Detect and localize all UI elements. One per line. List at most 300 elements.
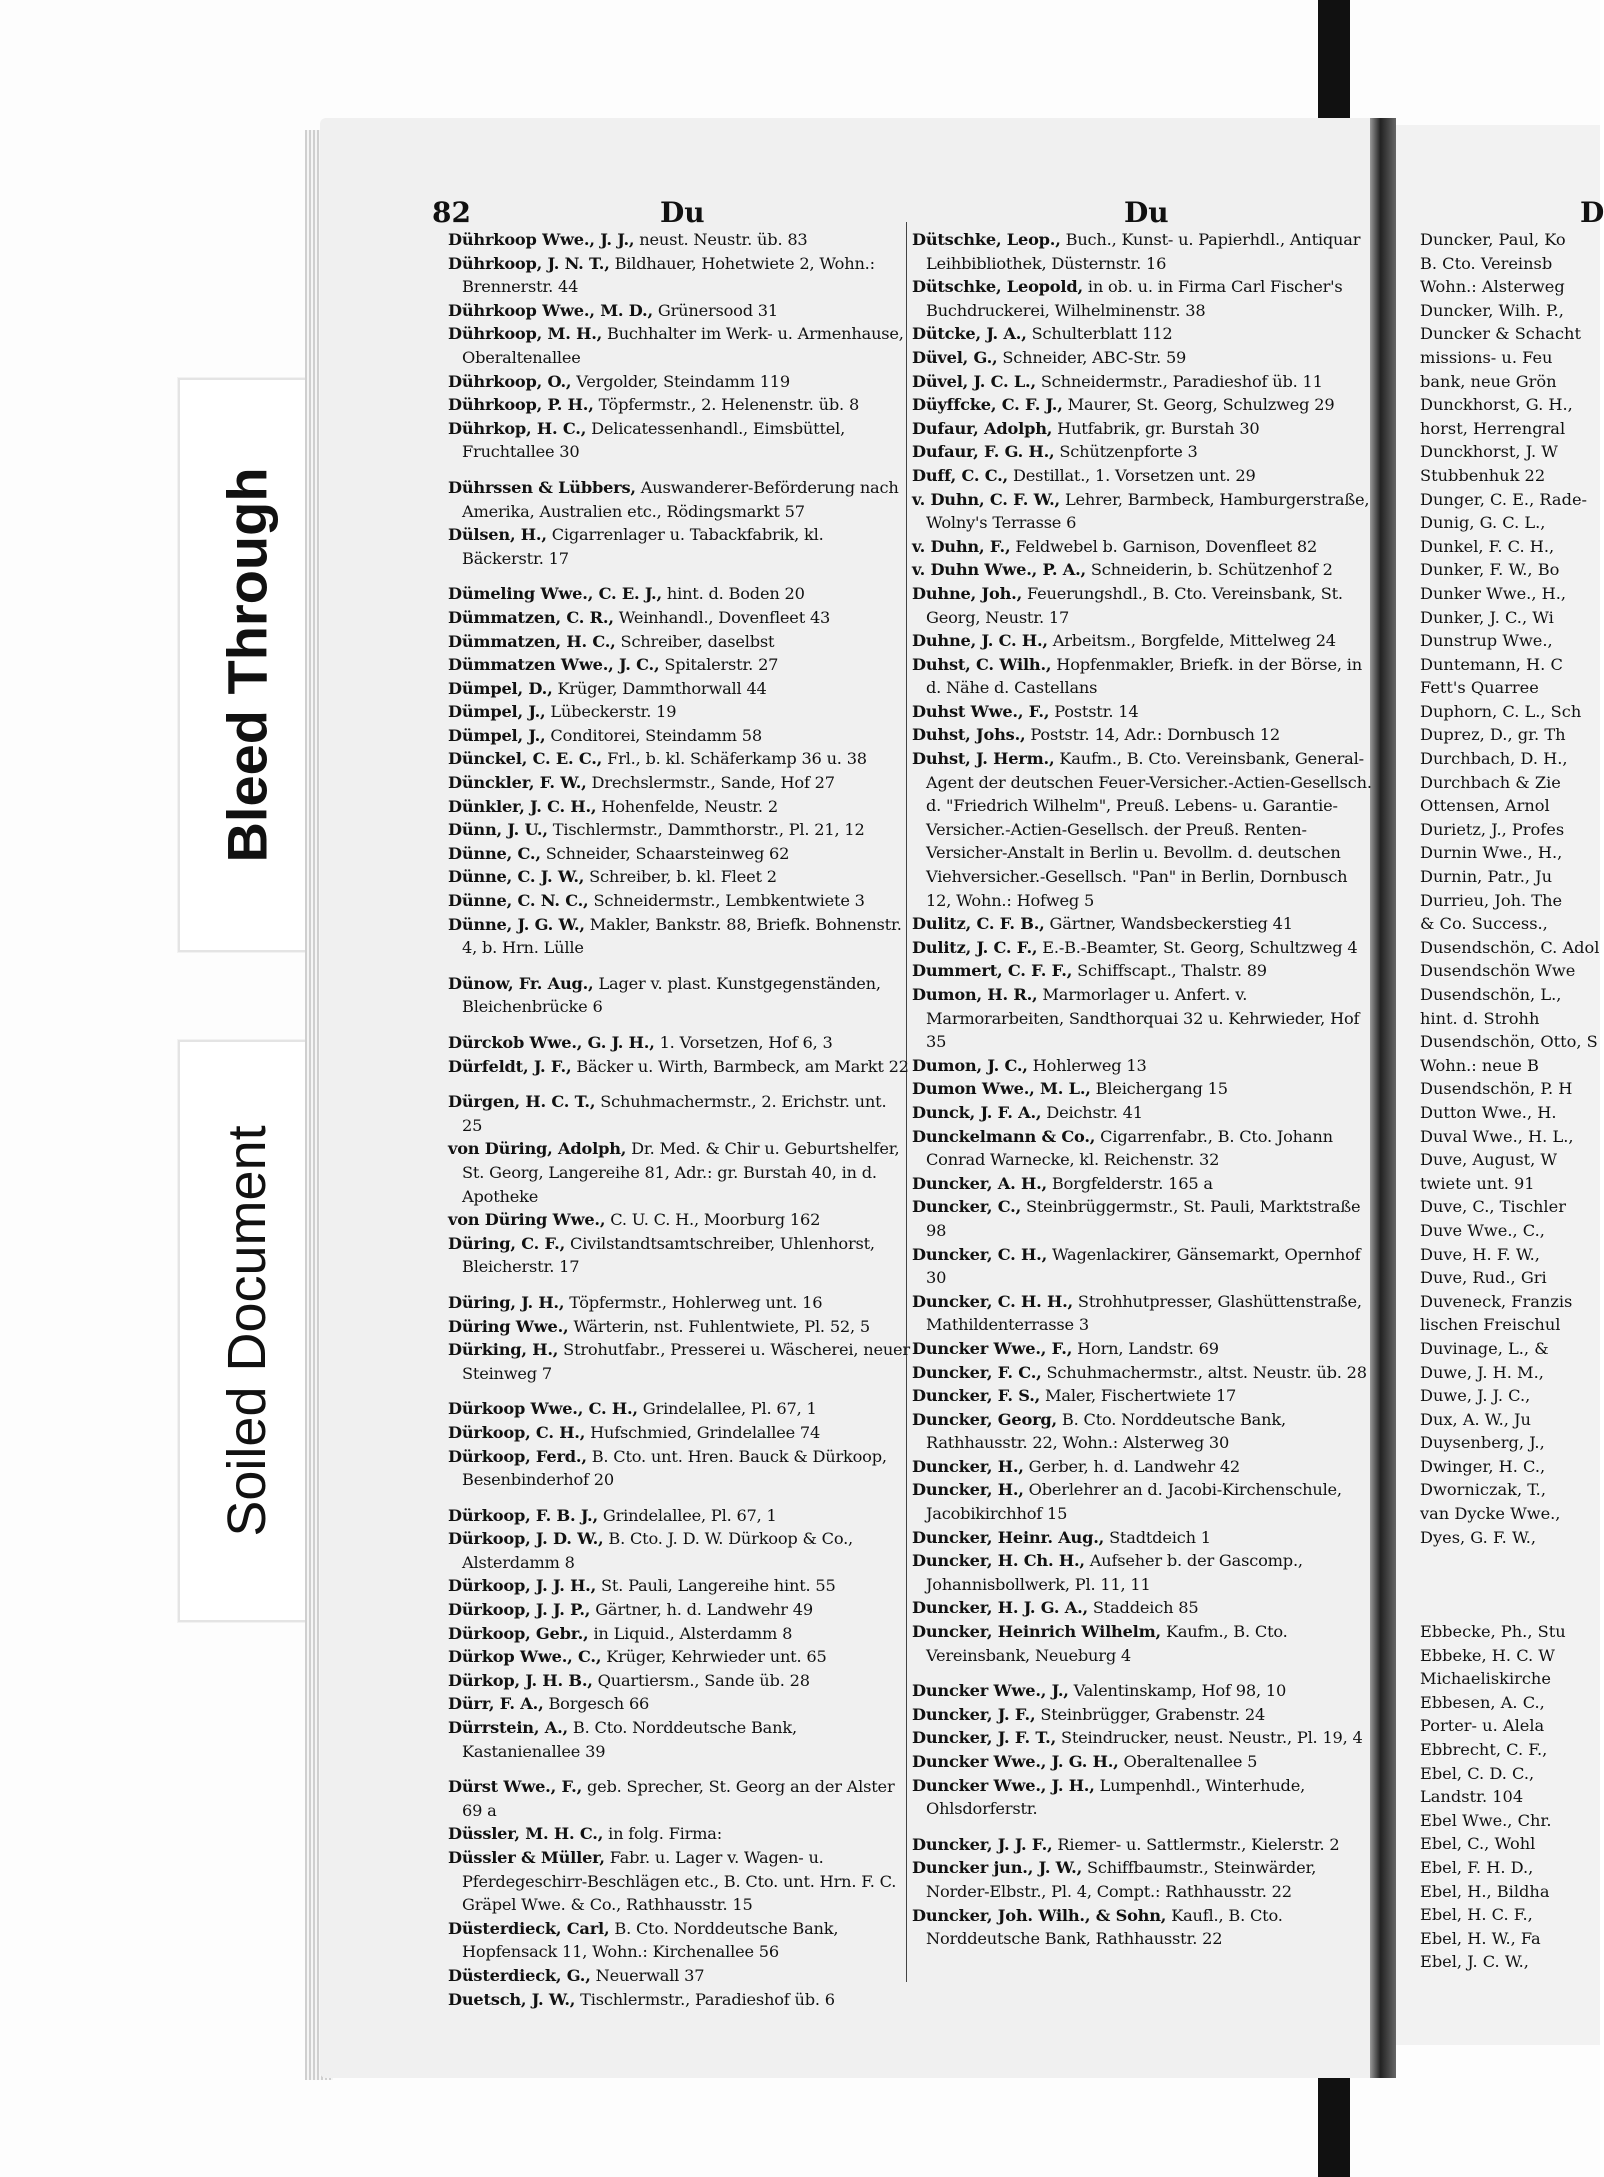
entry-details: Marmorlager u. Anfert. v. Marmorarbeiten, Sandthorquai 32 u. Kehrwieder, Hof 35 (926, 985, 1360, 1052)
entry-name: Duncker Wwe., F., (912, 1338, 1073, 1358)
directory-entry (448, 1338, 910, 1385)
next-page-fragment: Dusendschön, P. H (1420, 1079, 1573, 1099)
directory-entry (448, 1964, 910, 1988)
entry-name: Dumon, J. C., (912, 1055, 1028, 1075)
entry-details: Wärterin, nst. Fuhlentwiete, Pl. 52, 5 (568, 1316, 871, 1336)
entry-details: C. U. C. H., Moorburg 162 (605, 1210, 821, 1230)
directory-entry (912, 370, 1372, 394)
entry-details: B. Cto. J. D. W. Dürkoop & Co., Alsterdamm 8 (462, 1529, 853, 1572)
entry-details: Gärtner, h. d. Landwehr 49 (590, 1600, 813, 1620)
next-page-fragment: Dunckhorst, J. W (1420, 442, 1558, 462)
entry-name: Duncker, C., (912, 1197, 1022, 1217)
header-left: Du (660, 196, 705, 229)
directory-entry (448, 1421, 910, 1445)
entry-details: Cigarrenlager u. Tabackfabrik, kl. Bäckerstr. 17 (462, 525, 824, 568)
entry-details: Krüger, Dammthorwall 44 (552, 678, 767, 698)
directory-entry (448, 1846, 910, 1917)
directory-entry (912, 535, 1372, 559)
entry-name: Dütschke, Leop., (912, 230, 1061, 249)
entry-details: Steindrucker, neust. Neustr., Pl. 19, 4 (1056, 1728, 1363, 1748)
entry-name: Dufaur, F. G. H., (912, 442, 1055, 462)
directory-entry (448, 1055, 910, 1079)
next-page-fragment: Porter- u. Alela (1420, 1716, 1545, 1736)
entry-name: Dührkop, H. C., (448, 418, 587, 438)
directory-entry (448, 653, 910, 677)
entry-details: Töpfermstr., Hohlerweg unt. 16 (564, 1292, 823, 1312)
entry-name: Dührkoop, O., (448, 371, 572, 391)
entry-details: Poststr. 14 (1049, 701, 1139, 721)
next-page-fragment: Duncker, Wilh. P., (1420, 300, 1564, 320)
directory-entry (912, 1054, 1372, 1078)
entry-details: B. Cto. Norddeutsche Bank, Hopfensack 11, Wohn.: Kirchenallee 56 (462, 1918, 839, 1962)
entry-name: Dulitz, C. F. B., (912, 914, 1045, 934)
next-page-fragment: Duncker & Schacht (1420, 324, 1581, 344)
entry-name: v. Duhn, C. F. W., (912, 489, 1060, 509)
directory-entry (448, 771, 910, 795)
entry-name: Dünkler, J. C. H., (448, 796, 597, 816)
directory-entry (448, 476, 910, 523)
directory-entry (448, 818, 910, 842)
entry-details: Maler, Fischertwiete 17 (1040, 1386, 1237, 1406)
entry-name: Dümmatzen, C. R., (448, 607, 614, 627)
entry-gap (912, 1821, 1372, 1833)
entry-name: Dürckob Wwe., G. J. H., (448, 1033, 655, 1052)
entry-gap (448, 1078, 910, 1090)
next-page-fragment: Duve, August, W (1420, 1150, 1558, 1170)
bleed-through-label: Bleed Through (215, 467, 279, 863)
directory-entry (912, 275, 1372, 322)
next-page-fragment: missions- u. Feu (1420, 347, 1553, 367)
entry-details: Strohutfabr., Presserei u. Wäscherei, neuer Steinweg 7 (462, 1340, 910, 1383)
directory-entry (448, 1775, 910, 1822)
entry-details: in ob. u. in Firma Carl Fischer's Buchdruckerei, Wilhelminenstr. 38 (926, 277, 1343, 320)
entry-details: Schneider, ABC-Str. 59 (997, 347, 1187, 367)
directory-entry (448, 1090, 910, 1137)
entry-details: Lager v. plast. Kunstgegenständen, Bleichenbrücke 6 (462, 973, 881, 1017)
next-page-fragment: Dyes, G. F. W., (1420, 1527, 1537, 1547)
entry-name: Düssler, M. H. C., (448, 1824, 604, 1844)
entry-name: Duncker, C. H. H., (912, 1291, 1073, 1311)
entry-details: Hufschmied, Grindelallee 74 (585, 1422, 821, 1442)
directory-entry (912, 1856, 1372, 1903)
next-page-fragment: Ebel, H., Bildha (1420, 1881, 1550, 1901)
entry-details: Neuerwall 37 (590, 1965, 705, 1985)
soiled-document-label: Soiled Document (217, 1125, 277, 1537)
entry-details: in Liquid., Alsterdamm 8 (588, 1623, 793, 1643)
entry-name: Duncker, H. J. G. A., (912, 1598, 1088, 1618)
entry-name: Duhne, J. C. H., (912, 631, 1048, 651)
entry-details: Drechslermstr., Sande, Hof 27 (586, 773, 835, 793)
entry-details: Steinbrüggermstr., St. Pauli, Marktstraße 98 (926, 1197, 1361, 1240)
next-page-fragment: Landstr. 104 (1420, 1787, 1524, 1807)
directory-entry (912, 1243, 1372, 1290)
next-page-fragment: Durchbach, D. H., (1420, 749, 1568, 769)
next-page-fragment: Ebel, C., Wohl (1420, 1834, 1536, 1854)
entry-name: v. Duhn, F., (912, 536, 1011, 556)
next-page-fragment: Duntemann, H. C (1420, 654, 1563, 674)
entry-gap (448, 1279, 910, 1291)
directory-entry (448, 582, 910, 606)
entry-name: Düring, C. F., (448, 1233, 566, 1253)
entry-details: Stadtdeich 1 (1104, 1527, 1211, 1547)
entry-details: Borgfelderstr. 165 a (1046, 1173, 1213, 1193)
directory-entry (448, 700, 910, 724)
entry-name: Dümmatzen Wwe., J. C., (448, 655, 660, 675)
entry-details: Lumpenhdl., Winterhude, Ohlsdorferstr. (926, 1775, 1306, 1819)
directory-entry (912, 1384, 1372, 1408)
next-page-fragment: Duve, H. F. W., (1420, 1244, 1540, 1264)
entry-details: Makler, Bankstr. 88, Briefk. Bohnenstr. 4, b. Hrn. Lülle (462, 914, 902, 958)
next-page-fragment: Dwinger, H. C., (1420, 1456, 1546, 1476)
entry-details: Bleichergang 15 (1090, 1079, 1228, 1099)
directory-entry (912, 1290, 1372, 1337)
next-page-fragment: Ebel, F. H. D., (1420, 1857, 1534, 1877)
directory-entry (912, 629, 1372, 653)
entry-gap (448, 1492, 910, 1504)
directory-entry (448, 842, 910, 866)
next-page-fragment: Ebbrecht, C. F., (1420, 1740, 1548, 1759)
entry-name: Dürkoop Wwe., C. H., (448, 1399, 638, 1419)
entry-gap (448, 464, 910, 476)
directory-entry (448, 972, 910, 1019)
left-column (448, 228, 910, 2011)
directory-entry (912, 346, 1372, 370)
next-page-fragment (1420, 1549, 1600, 1573)
next-page-fragment: lischen Freischul (1420, 1315, 1561, 1335)
directory-entry (912, 1361, 1372, 1385)
entry-details: Hohenfelde, Neustr. 2 (596, 796, 778, 816)
entry-name: Dütschke, Leopold, (912, 277, 1083, 297)
directory-entry (448, 1315, 910, 1339)
directory-entry (912, 1478, 1372, 1525)
directory-entry (448, 393, 910, 417)
next-page-fragment: Duve, Rud., Gri (1420, 1268, 1547, 1288)
next-page-fragment: Dutton Wwe., H. (1420, 1102, 1557, 1122)
entry-details: Borgesch 66 (543, 1694, 650, 1714)
entry-name: Dürkoop, J. D. W., (448, 1529, 604, 1549)
entry-name: Dünne, C. N. C., (448, 891, 589, 911)
entry-details: Bildhauer, Hohetwiete 2, Wohn.: Brennerstr. 44 (462, 253, 875, 297)
directory-entry (912, 1620, 1372, 1667)
next-page-fragment: Ebbecke, Ph., Stu (1420, 1622, 1566, 1642)
directory-entry (912, 912, 1372, 936)
entry-name: v. Duhn Wwe., P. A., (912, 560, 1086, 580)
entry-gap (448, 570, 910, 582)
directory-entry (912, 1549, 1372, 1596)
entry-details: geb. Sprecher, St. Georg an der Alster 69 a (462, 1777, 895, 1820)
directory-entry (448, 1527, 910, 1574)
next-page-fragment: Dunker Wwe., H., (1420, 583, 1567, 603)
next-page-fragment: Ebel Wwe., Chr. (1420, 1810, 1552, 1830)
entry-name: Dünckler, F. W., (448, 773, 587, 793)
entry-name: Dürkoop, Gebr., (448, 1623, 589, 1643)
directory-entry (448, 523, 910, 570)
next-page-fragment: Dusendschön, C. Adol (1420, 937, 1600, 957)
entry-name: Dünne, C. J. W., (448, 867, 585, 887)
entry-name: Duncker, Heinrich Wilhelm, (912, 1622, 1161, 1642)
scanner-bar-top (1318, 0, 1350, 120)
entry-name: Dümmatzen, H. C., (448, 631, 616, 651)
entry-details: Schiffbaumstr., Steinwärder, Norder-Elbstr., Pl. 4, Compt.: Rathhausstr. 22 (926, 1858, 1317, 1901)
entry-details: neust. Neustr. üb. 83 (634, 230, 808, 249)
next-page-fragment: Duve Wwe., C., (1420, 1220, 1545, 1240)
next-page-fragment: Ebbeke, H. C. W (1420, 1645, 1555, 1665)
directory-entry (448, 1031, 910, 1055)
bleed-through-tag (178, 378, 316, 952)
entry-name: Dünne, C., (448, 843, 541, 863)
entry-details: Auswanderer-Beförderung nach Amerika, Australien etc., Rödingsmarkt 57 (462, 477, 899, 521)
directory-entry (448, 606, 910, 630)
next-page-fragment: bank, neue Grön (1420, 371, 1557, 391)
directory-entry (448, 1598, 910, 1622)
directory-entry (912, 417, 1372, 441)
entry-name: Dührkoop Wwe., M. D., (448, 300, 653, 320)
directory-entry (448, 1397, 910, 1421)
entry-details: Frl., b. kl. Schäferkamp 36 u. 38 (602, 749, 867, 769)
entry-name: Duncker, A. H., (912, 1173, 1047, 1193)
right-column (912, 228, 1372, 1951)
entry-details: Tischlermstr., Dammthorstr., Pl. 21, 12 (547, 820, 865, 840)
directory-entry (448, 913, 910, 960)
entry-details: Feldwebel b. Garnison, Dovenfleet 82 (1010, 536, 1318, 556)
next-page-fragment: Dunker, J. C., Wi (1420, 607, 1554, 627)
directory-entry (912, 1679, 1372, 1703)
entry-name: Duncker Wwe., J. H., (912, 1775, 1095, 1795)
entry-gap (448, 1385, 910, 1397)
next-page-fragment: Ebel, J. C. W., (1420, 1952, 1529, 1972)
next-page-fragment (1420, 1596, 1600, 1620)
directory-entry (912, 983, 1372, 1054)
entry-details: Krüger, Kehrwieder unt. 65 (601, 1647, 827, 1667)
entry-details: Schneiderin, b. Schützenhof 2 (1085, 560, 1333, 580)
entry-name: Duetsch, J. W., (448, 1989, 576, 2009)
directory-entry (448, 228, 910, 252)
directory-entry (448, 1574, 910, 1598)
next-page-fragment: Dunkel, F. C. H., (1420, 536, 1555, 556)
entry-name: Duncker Wwe., J., (912, 1681, 1069, 1701)
page-number: 82 (432, 196, 471, 229)
entry-name: Düsterdieck, Carl, (448, 1918, 610, 1938)
directory-entry (912, 1904, 1372, 1951)
directory-entry (448, 417, 910, 464)
entry-details: Schneidermstr., Paradieshof üb. 11 (1035, 371, 1323, 391)
entry-name: Dürkop, J. H. B., (448, 1670, 593, 1690)
next-page-fragment: horst, Herrengral (1420, 418, 1566, 438)
entry-details: Töpfermstr., 2. Helenenstr. üb. 8 (593, 395, 860, 415)
directory-entry (448, 1504, 910, 1528)
entry-details: Vergolder, Steindamm 119 (571, 371, 791, 391)
entry-name: Duncker jun., J. W., (912, 1858, 1083, 1878)
entry-gap (448, 1019, 910, 1031)
entry-name: Duhst, C. Wilh., (912, 654, 1052, 674)
entry-name: Dührssen & Lübbers, (448, 477, 636, 497)
entry-details: Grindelallee, Pl. 67, 1 (597, 1505, 777, 1525)
next-page-fragment: Durnin Wwe., H., (1420, 843, 1563, 863)
directory-entry (448, 1445, 910, 1492)
next-page-fragment: Ebel, H. C. F., (1420, 1905, 1533, 1925)
next-page-fragment: Duwe, J. H. M., (1420, 1362, 1544, 1382)
entry-name: Duff, C. C., (912, 465, 1008, 485)
entry-name: Dürrstein, A., (448, 1718, 568, 1738)
next-page-fragment: Wohn.: Alsterweg (1420, 277, 1565, 297)
directory-entry (912, 440, 1372, 464)
next-page-fragment: Duve, C., Tischler (1420, 1197, 1566, 1217)
entry-details: Schuhmachermstr., 2. Erichstr. unt. 25 (462, 1092, 887, 1135)
entry-name: Dürr, F. A., (448, 1694, 544, 1714)
next-page-fragment: hint. d. Strohh (1420, 1008, 1540, 1028)
directory-entry (448, 724, 910, 748)
directory-entry (448, 1645, 910, 1669)
next-page-fragment: Stubbenhuk 22 (1420, 465, 1546, 485)
entry-name: Dümpel, J., (448, 702, 546, 722)
next-page-fragment: Dunker, F. W., Bo (1420, 560, 1560, 580)
entry-details: Weinhandl., Dovenfleet 43 (613, 607, 831, 627)
entry-details: B. Cto. unt. Hren. Bauck & Dürkoop, Besenbinderhof 20 (462, 1446, 887, 1490)
entry-name: Duhst, Johs., (912, 725, 1026, 745)
entry-details: Schulterblatt 112 (1026, 324, 1173, 344)
entry-details: Riemer- u. Sattlermstr., Kielerstr. 2 (1052, 1834, 1340, 1854)
directory-entry (448, 1669, 910, 1693)
entry-details: Kaufm., B. Cto. Vereinsbank, General-Agent der deutschen Feuer-Versicher.-Actien-Gesellsch. d. "Friedrich Wilhelm", Preuß. Lebens- u. Garantie-Versicher.-Actien-Gesellsch. der Preuß. Renten-Versicher-Anstalt in Berlin u. Bevollm. d. deutschen Viehversicher.-Gesellsch. "Pan" in Berlin, Dornbusch 12, Wohn.: Hofweg 5 (926, 749, 1372, 910)
entry-name: Duncker, F. S., (912, 1386, 1041, 1406)
next-page-fragment: Durnin, Patr., Ju (1420, 867, 1553, 887)
directory-entry (448, 370, 910, 394)
entry-name: Duncker, H., (912, 1456, 1024, 1476)
entry-details: Hopfenmakler, Briefk. in der Börse, in d. Nähe d. Castellans (926, 654, 1362, 698)
entry-name: Dürkop Wwe., C., (448, 1647, 602, 1667)
entry-details: Staddeich 85 (1087, 1598, 1199, 1618)
entry-details: Maurer, St. Georg, Schulzweg 29 (1062, 395, 1335, 415)
directory-entry (912, 582, 1372, 629)
directory-entry (912, 1726, 1372, 1750)
entry-details: Horn, Landstr. 69 (1072, 1338, 1219, 1358)
entry-name: Dumon, H. R., (912, 985, 1038, 1004)
header-next-page: D (1580, 196, 1604, 229)
entry-details: Wagenlackirer, Gänsemarkt, Opernhof 30 (926, 1244, 1361, 1288)
entry-name: Dürkoop, F. B. J., (448, 1505, 598, 1525)
next-page-fragment: Wohn.: neue B (1420, 1055, 1539, 1075)
directory-entry (912, 228, 1372, 275)
directory-entry (448, 865, 910, 889)
directory-entry (912, 322, 1372, 346)
next-page-fragment: Duveneck, Franzis (1420, 1291, 1573, 1311)
entry-name: Düring, J. H., (448, 1292, 565, 1312)
next-page-fragment: Duvinage, L., & (1420, 1338, 1549, 1358)
next-page-fragment: Duwe, J. J. C., (1420, 1386, 1531, 1406)
entry-details: Schiffscapt., Thalstr. 89 (1072, 961, 1267, 981)
entry-name: von Düring Wwe., (448, 1210, 606, 1230)
next-page-fragment: Durrieu, Joh. The (1420, 890, 1563, 910)
entry-details: Buch., Kunst- u. Papierhdl., Antiquar Leihbibliothek, Düsternstr. 16 (926, 230, 1361, 273)
entry-details: Destillat., 1. Vorsetzen unt. 29 (1008, 465, 1256, 485)
directory-entry (912, 1596, 1372, 1620)
entry-details: St. Pauli, Langereihe hint. 55 (596, 1576, 836, 1596)
entry-name: Dürkoop, J. J. H., (448, 1576, 597, 1596)
next-page-fragment: twiete unt. 91 (1420, 1173, 1535, 1193)
entry-name: Dünow, Fr. Aug., (448, 973, 594, 993)
entry-name: Dürkoop, Ferd., (448, 1446, 587, 1466)
directory-entry (912, 1833, 1372, 1857)
entry-details: Conditorei, Steindamm 58 (545, 725, 762, 745)
entry-name: Duncker, H., (912, 1480, 1024, 1500)
directory-entry (448, 630, 910, 654)
entry-details: Grünersood 31 (652, 300, 779, 320)
entry-name: Dunck, J. F. A., (912, 1102, 1042, 1122)
directory-entry (912, 936, 1372, 960)
directory-entry (448, 677, 910, 701)
entry-details: Schreiber, daselbst (615, 631, 775, 651)
directory-entry (912, 653, 1372, 700)
next-page-fragment: B. Cto. Vereinsb (1420, 253, 1553, 273)
entry-details: Quartiersm., Sande üb. 28 (592, 1670, 810, 1690)
directory-entry (448, 795, 910, 819)
directory-entry (448, 1692, 910, 1716)
next-page-fragment: Dworniczak, T., (1420, 1480, 1546, 1500)
entry-details: Lehrer, Barmbeck, Hamburgerstraße, Wolny's Terrasse 6 (926, 489, 1370, 533)
entry-name: Dufaur, Adolph, (912, 418, 1053, 438)
directory-entry (912, 488, 1372, 535)
entry-details: B. Cto. Norddeutsche Bank, Rathhausstr. 22, Wohn.: Alsterweg 30 (926, 1409, 1286, 1453)
entry-details: Cigarrenfabr., B. Cto. Johann Conrad Warnecke, kl. Reichenstr. 32 (926, 1126, 1333, 1170)
next-page-fragment: Dux, A. W., Ju (1420, 1409, 1531, 1429)
entry-name: Dümeling Wwe., C. E. J., (448, 584, 662, 604)
entry-name: Düring Wwe., (448, 1316, 569, 1336)
entry-details: Delicatessenhandl., Eimsbüttel, Fruchtallee 30 (462, 418, 846, 462)
next-page-fragment: van Dycke Wwe., (1420, 1504, 1561, 1524)
next-page-fragment: Duval Wwe., H. L., (1420, 1126, 1574, 1146)
next-page-fragment: Duysenberg, J., (1420, 1433, 1545, 1453)
entry-details: Hutfabrik, gr. Burstah 30 (1052, 418, 1260, 438)
directory-entry (912, 1337, 1372, 1361)
entry-details: Spitalerstr. 27 (659, 655, 779, 675)
next-page-fragment: Dunckhorst, G. H., (1420, 395, 1573, 415)
entry-name: Duncker, F. C., (912, 1362, 1042, 1382)
next-page-fragment: Dunig, G. C. L., (1420, 513, 1546, 533)
directory-entry (448, 1988, 910, 2012)
entry-name: Dürfeldt, J. F., (448, 1056, 572, 1076)
directory-entry (448, 299, 910, 323)
entry-name: Duncker, Georg, (912, 1409, 1057, 1429)
entry-details: Gärtner, Wandsbeckerstieg 41 (1044, 914, 1293, 934)
entry-gap (448, 1763, 910, 1775)
entry-name: Dührkoop, M. H., (448, 324, 603, 344)
entry-details: Steinbrügger, Grabenstr. 24 (1035, 1704, 1266, 1724)
entry-details: Valentinskamp, Hof 98, 10 (1068, 1681, 1287, 1701)
entry-name: Düvel, J. C. L., (912, 371, 1036, 391)
next-page-fragment: Duphorn, C. L., Sch (1420, 701, 1582, 721)
directory-entry (448, 1917, 910, 1964)
entry-details: Deichstr. 41 (1041, 1102, 1143, 1122)
entry-name: Dürgen, H. C. T., (448, 1092, 596, 1112)
entry-name: Dürking, H., (448, 1340, 559, 1360)
entry-name: Dünne, J. G. W., (448, 914, 585, 934)
next-page-fragment: Ebel, H. W., Fa (1420, 1928, 1541, 1948)
directory-entry (448, 1622, 910, 1646)
entry-name: Dürst Wwe., F., (448, 1777, 583, 1797)
entry-name: Dührkoop, J. N. T., (448, 253, 610, 273)
directory-entry (912, 393, 1372, 417)
directory-entry (912, 700, 1372, 724)
entry-details: Civilstandtsamtschreiber, Uhlenhorst, Bleicherstr. 17 (462, 1233, 875, 1277)
soiled-document-tag (178, 1040, 316, 1622)
entry-details: Hohlerweg 13 (1027, 1055, 1147, 1075)
entry-name: Dührkoop, P. H., (448, 395, 594, 415)
entry-details: 1. Vorsetzen, Hof 6, 3 (654, 1033, 833, 1052)
directory-entry (912, 1750, 1372, 1774)
entry-name: Dunckelmann & Co., (912, 1126, 1096, 1146)
entry-details: Strohhutpresser, Glashüttenstraße, Mathildenterrasse 3 (926, 1291, 1362, 1335)
entry-name: Duncker, J. J. F., (912, 1834, 1053, 1854)
